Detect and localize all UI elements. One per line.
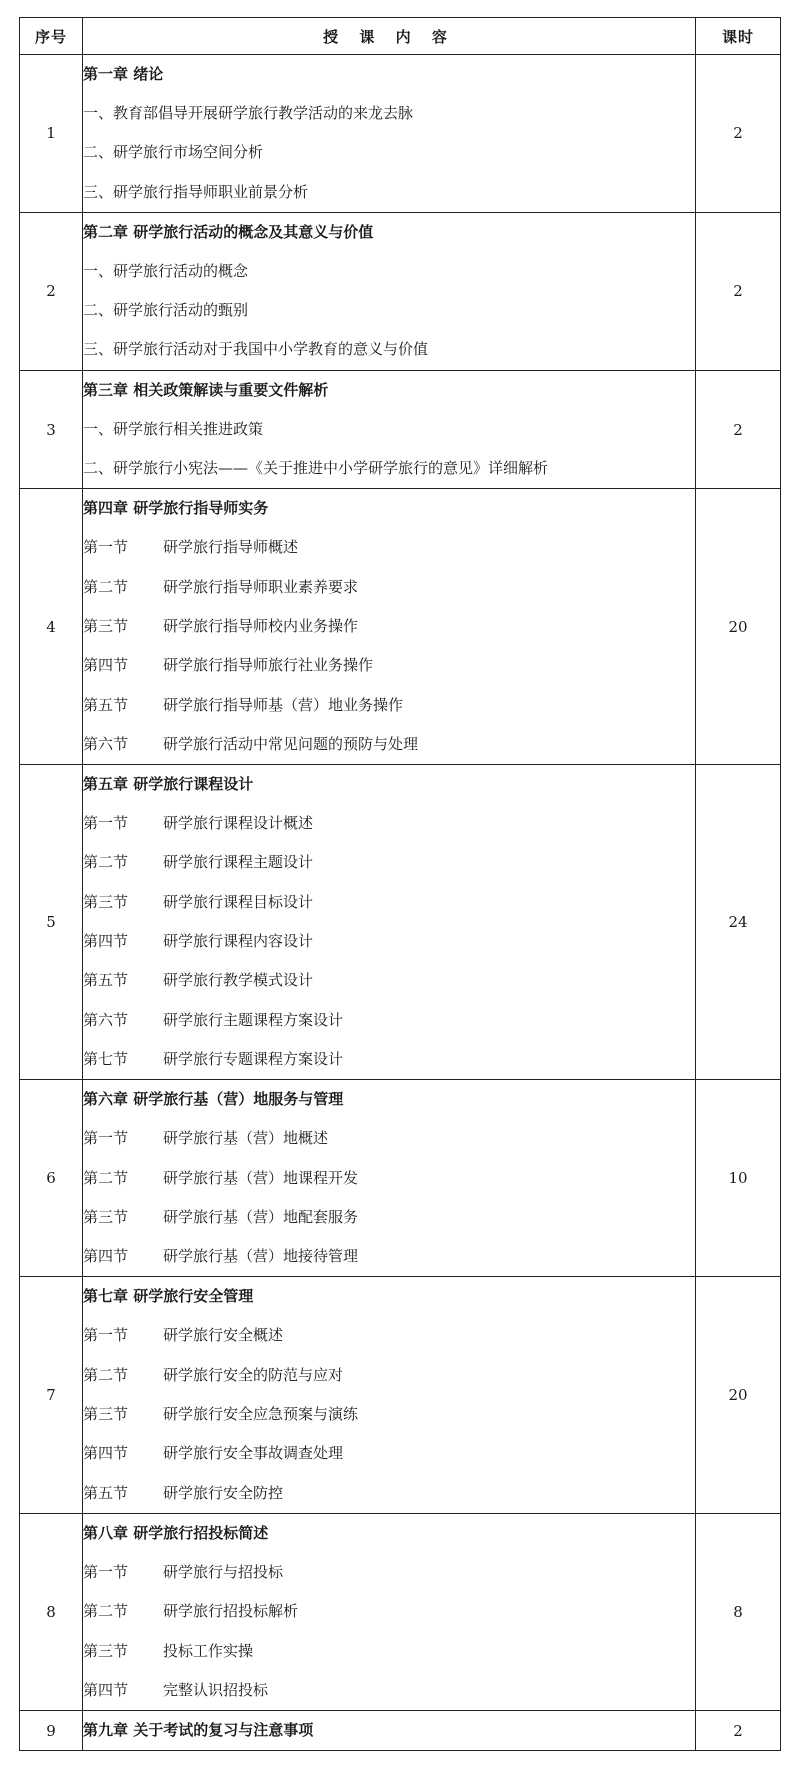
row-content — [83, 370, 696, 489]
table-row — [20, 765, 781, 1080]
section-item — [83, 1198, 695, 1237]
section-item — [83, 133, 695, 172]
chapter-title: 第二章 研学旅行活动的概念及其意义与价值 — [83, 222, 374, 241]
row-number: 1 — [20, 55, 83, 213]
section-item — [83, 1592, 695, 1631]
section-item — [83, 1316, 695, 1355]
row-hours: 20 — [696, 489, 781, 765]
syllabus-table — [19, 17, 781, 1751]
section-label: 二、 — [83, 143, 114, 162]
section-text: 研学旅行专题课程方案设计 — [163, 1049, 344, 1068]
section-label: 第一节 — [83, 1562, 129, 1581]
section-label: 第六节 — [83, 734, 129, 753]
table-row — [20, 1277, 781, 1513]
section-item — [83, 173, 695, 212]
section-item — [83, 1159, 695, 1198]
section-text: 投标工作实操 — [163, 1641, 254, 1660]
section-label: 二、 — [83, 301, 114, 320]
section-item — [83, 961, 695, 1000]
table-row — [20, 1513, 781, 1710]
chapter-title: 第三章 相关政策解读与重要文件解析 — [83, 380, 329, 399]
section-label: 一、 — [83, 261, 114, 280]
section-label: 第五节 — [83, 695, 129, 714]
section-text: 研学旅行指导师旅行社业务操作 — [163, 656, 374, 675]
section-item — [83, 252, 695, 291]
section-item — [83, 1553, 695, 1592]
section-label: 第三节 — [83, 892, 129, 911]
row-hours: 20 — [696, 1277, 781, 1513]
section-text: 研学旅行活动对于我国中小学教育的意义与价值 — [113, 340, 429, 359]
section-item — [83, 1119, 695, 1158]
row-content — [83, 1277, 696, 1513]
section-item — [83, 686, 695, 725]
row-hours: 8 — [696, 1513, 781, 1710]
chapter-title: 第七章 研学旅行安全管理 — [83, 1287, 254, 1306]
section-label: 第五节 — [83, 1483, 129, 1502]
section-label: 第四节 — [83, 932, 129, 951]
row-hours: 2 — [696, 1711, 781, 1751]
section-text: 教育部倡导开展研学旅行教学活动的来龙去脉 — [113, 104, 414, 122]
section-text: 研学旅行基（营）地配套服务 — [163, 1207, 359, 1226]
section-item — [83, 1474, 695, 1513]
section-item — [83, 1671, 695, 1710]
header-row — [20, 18, 781, 55]
section-label: 第二节 — [83, 1602, 129, 1621]
section-item — [83, 725, 695, 764]
section-text: 研学旅行课程设计概述 — [163, 814, 314, 833]
section-item — [83, 528, 695, 567]
section-label: 第四节 — [83, 1680, 129, 1699]
section-label: 第二节 — [83, 1168, 129, 1187]
section-label: 第一节 — [83, 1129, 129, 1148]
section-item — [83, 883, 695, 922]
row-hours: 10 — [696, 1080, 781, 1277]
chapter-title: 第五章 研学旅行课程设计 — [83, 775, 254, 794]
section-item — [83, 843, 695, 882]
section-text: 研学旅行小宪法——《关于推进中小学研学旅行的意见》详细解析 — [113, 459, 549, 478]
table-body — [20, 55, 781, 1751]
section-label: 第二节 — [83, 577, 129, 596]
chapter-title: 第九章 关于考试的复习与注意事项 — [83, 1721, 314, 1740]
section-item — [83, 330, 695, 369]
row-number: 7 — [20, 1277, 83, 1513]
table-row — [20, 212, 781, 370]
section-text: 研学旅行活动中常见问题的预防与处理 — [163, 734, 419, 753]
section-text: 研学旅行市场空间分析 — [113, 143, 264, 162]
row-number: 3 — [20, 370, 83, 489]
section-text: 完整认识招投标 — [163, 1680, 269, 1699]
section-label: 第三节 — [83, 1641, 129, 1660]
header-hours: 课时 — [696, 18, 781, 55]
section-text: 研学旅行主题课程方案设计 — [163, 1010, 344, 1029]
section-text: 研学旅行基（营）地概述 — [163, 1129, 329, 1148]
section-text: 研学旅行课程内容设计 — [163, 932, 314, 951]
row-hours: 2 — [696, 212, 781, 370]
section-text: 研学旅行课程目标设计 — [163, 892, 314, 911]
section-label: 第四节 — [83, 1444, 129, 1463]
row-content — [83, 489, 696, 765]
section-label: 第五节 — [83, 971, 129, 990]
header-num: 序号 — [20, 18, 83, 55]
row-hours: 2 — [696, 370, 781, 489]
section-text: 研学旅行基（营）地接待管理 — [163, 1247, 359, 1266]
section-text: 研学旅行安全应急预案与演练 — [163, 1405, 359, 1424]
section-item — [83, 1632, 695, 1671]
table-row — [20, 370, 781, 489]
row-content — [83, 1513, 696, 1710]
section-item — [83, 410, 695, 449]
row-number: 5 — [20, 765, 83, 1080]
section-item — [83, 646, 695, 685]
section-text: 研学旅行与招投标 — [163, 1562, 284, 1581]
section-text: 研学旅行指导师职业前景分析 — [113, 182, 309, 201]
table-row — [20, 1080, 781, 1277]
section-item — [83, 922, 695, 961]
row-content — [83, 55, 696, 213]
section-label: 第二节 — [83, 853, 129, 872]
section-text: 研学旅行教学模式设计 — [163, 971, 314, 990]
chapter-title: 第八章 研学旅行招投标简述 — [83, 1523, 269, 1542]
row-number: 9 — [20, 1711, 83, 1751]
section-text: 研学旅行指导师概述 — [163, 538, 299, 557]
section-item — [83, 568, 695, 607]
row-number: 2 — [20, 212, 83, 370]
section-item — [83, 1395, 695, 1434]
section-label: 第一节 — [83, 538, 129, 557]
section-label: 第六节 — [83, 1010, 129, 1029]
section-item — [83, 804, 695, 843]
section-label: 三、 — [83, 182, 114, 201]
section-item — [83, 1237, 695, 1276]
section-item — [83, 1434, 695, 1473]
row-hours: 2 — [696, 55, 781, 213]
section-item — [83, 291, 695, 330]
section-item — [83, 449, 695, 488]
row-content — [83, 1080, 696, 1277]
section-label: 一、 — [83, 419, 114, 438]
section-label: 第四节 — [83, 1247, 129, 1266]
row-number: 6 — [20, 1080, 83, 1277]
chapter-title: 第六章 研学旅行基（营）地服务与管理 — [83, 1090, 344, 1109]
section-text: 研学旅行指导师基（营）地业务操作 — [163, 695, 404, 714]
section-text: 研学旅行活动的甄别 — [113, 301, 249, 320]
section-label: 第三节 — [83, 1207, 129, 1226]
section-item — [83, 1356, 695, 1395]
table-row — [20, 55, 781, 213]
section-text: 研学旅行安全概述 — [163, 1326, 284, 1345]
section-text: 研学旅行活动的概念 — [113, 261, 249, 280]
section-text: 研学旅行安全防控 — [163, 1483, 284, 1502]
row-number: 4 — [20, 489, 83, 765]
chapter-title: 第四章 研学旅行指导师实务 — [83, 499, 269, 518]
table-row — [20, 489, 781, 765]
section-item — [83, 607, 695, 646]
section-text: 研学旅行安全事故调查处理 — [163, 1444, 344, 1463]
row-content — [83, 212, 696, 370]
section-label: 二、 — [83, 459, 114, 478]
section-item — [83, 94, 695, 133]
section-label: 一、 — [83, 104, 114, 122]
table-row — [20, 1711, 781, 1751]
row-hours: 24 — [696, 765, 781, 1080]
section-text: 研学旅行招投标解析 — [163, 1602, 299, 1621]
section-text: 研学旅行指导师校内业务操作 — [163, 616, 359, 635]
section-item — [83, 1001, 695, 1040]
chapter-title: 第一章 绪论 — [83, 65, 164, 83]
section-text: 研学旅行基（营）地课程开发 — [163, 1168, 359, 1187]
section-text: 研学旅行安全的防范与应对 — [163, 1365, 344, 1384]
row-content — [83, 1711, 696, 1751]
section-label: 三、 — [83, 340, 114, 359]
section-label: 第七节 — [83, 1049, 129, 1068]
section-text: 研学旅行指导师职业素养要求 — [163, 577, 359, 596]
section-label: 第一节 — [83, 814, 129, 833]
section-text: 研学旅行相关推进政策 — [113, 419, 264, 438]
row-content — [83, 765, 696, 1080]
section-label: 第三节 — [83, 1405, 129, 1424]
section-text: 研学旅行课程主题设计 — [163, 853, 314, 872]
section-label: 第二节 — [83, 1365, 129, 1384]
section-label: 第一节 — [83, 1326, 129, 1345]
section-label: 第三节 — [83, 616, 129, 635]
section-item — [83, 1040, 695, 1079]
section-label: 第四节 — [83, 656, 129, 675]
row-number: 8 — [20, 1513, 83, 1710]
header-content: 授 课 内 容 — [83, 18, 696, 55]
